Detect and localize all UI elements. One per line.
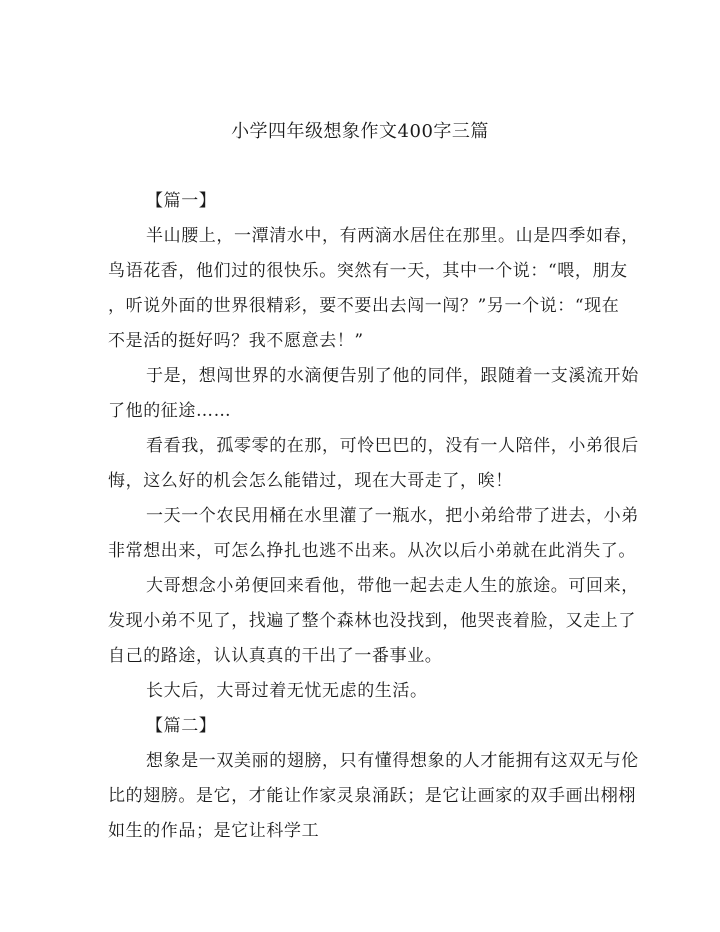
document-title: 小学四年级想象作文400字三篇 (231, 121, 489, 142)
paragraph-line: 非常想出来，可怎么挣扎也逃不出来。从次以后小弟就在此消失了。 (108, 541, 636, 561)
paragraph-line: 不是活的挺好吗？我不愿意去！” (108, 331, 364, 351)
paragraph-line: 想象是一双美丽的翅膀，只有懂得想象的人才能拥有这双无与伦 (146, 751, 639, 771)
section-heading-2: 【篇二】 (146, 716, 217, 736)
paragraph-line: 长大后，大哥过着无忧无虑的生活。 (146, 681, 428, 701)
paragraph-line: 一天一个农民用桶在水里灌了一瓶水，把小弟给带了进去，小弟 (146, 506, 639, 526)
paragraph-line: 了他的征途…… (108, 401, 232, 421)
paragraph-line: 看看我，孤零零的在那，可怜巴巴的，没有一人陪伴，小弟很后 (146, 436, 639, 456)
paragraph-line: 如生的作品；是它让科学工 (108, 821, 320, 841)
paragraph-line: 悔，这么好的机会怎么能错过，现在大哥走了，唉！ (108, 471, 513, 491)
paragraph-line: 半山腰上，一潭清水中，有两滴水居住在那里。山是四季如春， (146, 226, 639, 246)
paragraph-line: 大哥想念小弟便回来看他，带他一起去走人生的旅途。可回来， (146, 576, 639, 596)
section-heading-1: 【篇一】 (146, 191, 217, 211)
paragraph-line: 自己的路途，认认真真的干出了一番事业。 (108, 646, 443, 666)
paragraph-line: 比的翅膀。是它，才能让作家灵泉涌跃；是它让画家的双手画出栩栩 (108, 786, 636, 806)
paragraph-line: 鸟语花香，他们过的很快乐。突然有一天，其中一个说：“喂，朋友 (108, 261, 628, 281)
paragraph-line: ，听说外面的世界很精彩，要不要出去闯一闯？”另一个说：“现在 (108, 296, 620, 316)
paragraph-line: 发现小弟不见了，找遍了整个森林也没找到，他哭丧着脸，又走上了 (108, 611, 636, 631)
paragraph-line: 于是，想闯世界的水滴便告别了他的同伴，跟随着一支溪流开始 (146, 366, 639, 386)
